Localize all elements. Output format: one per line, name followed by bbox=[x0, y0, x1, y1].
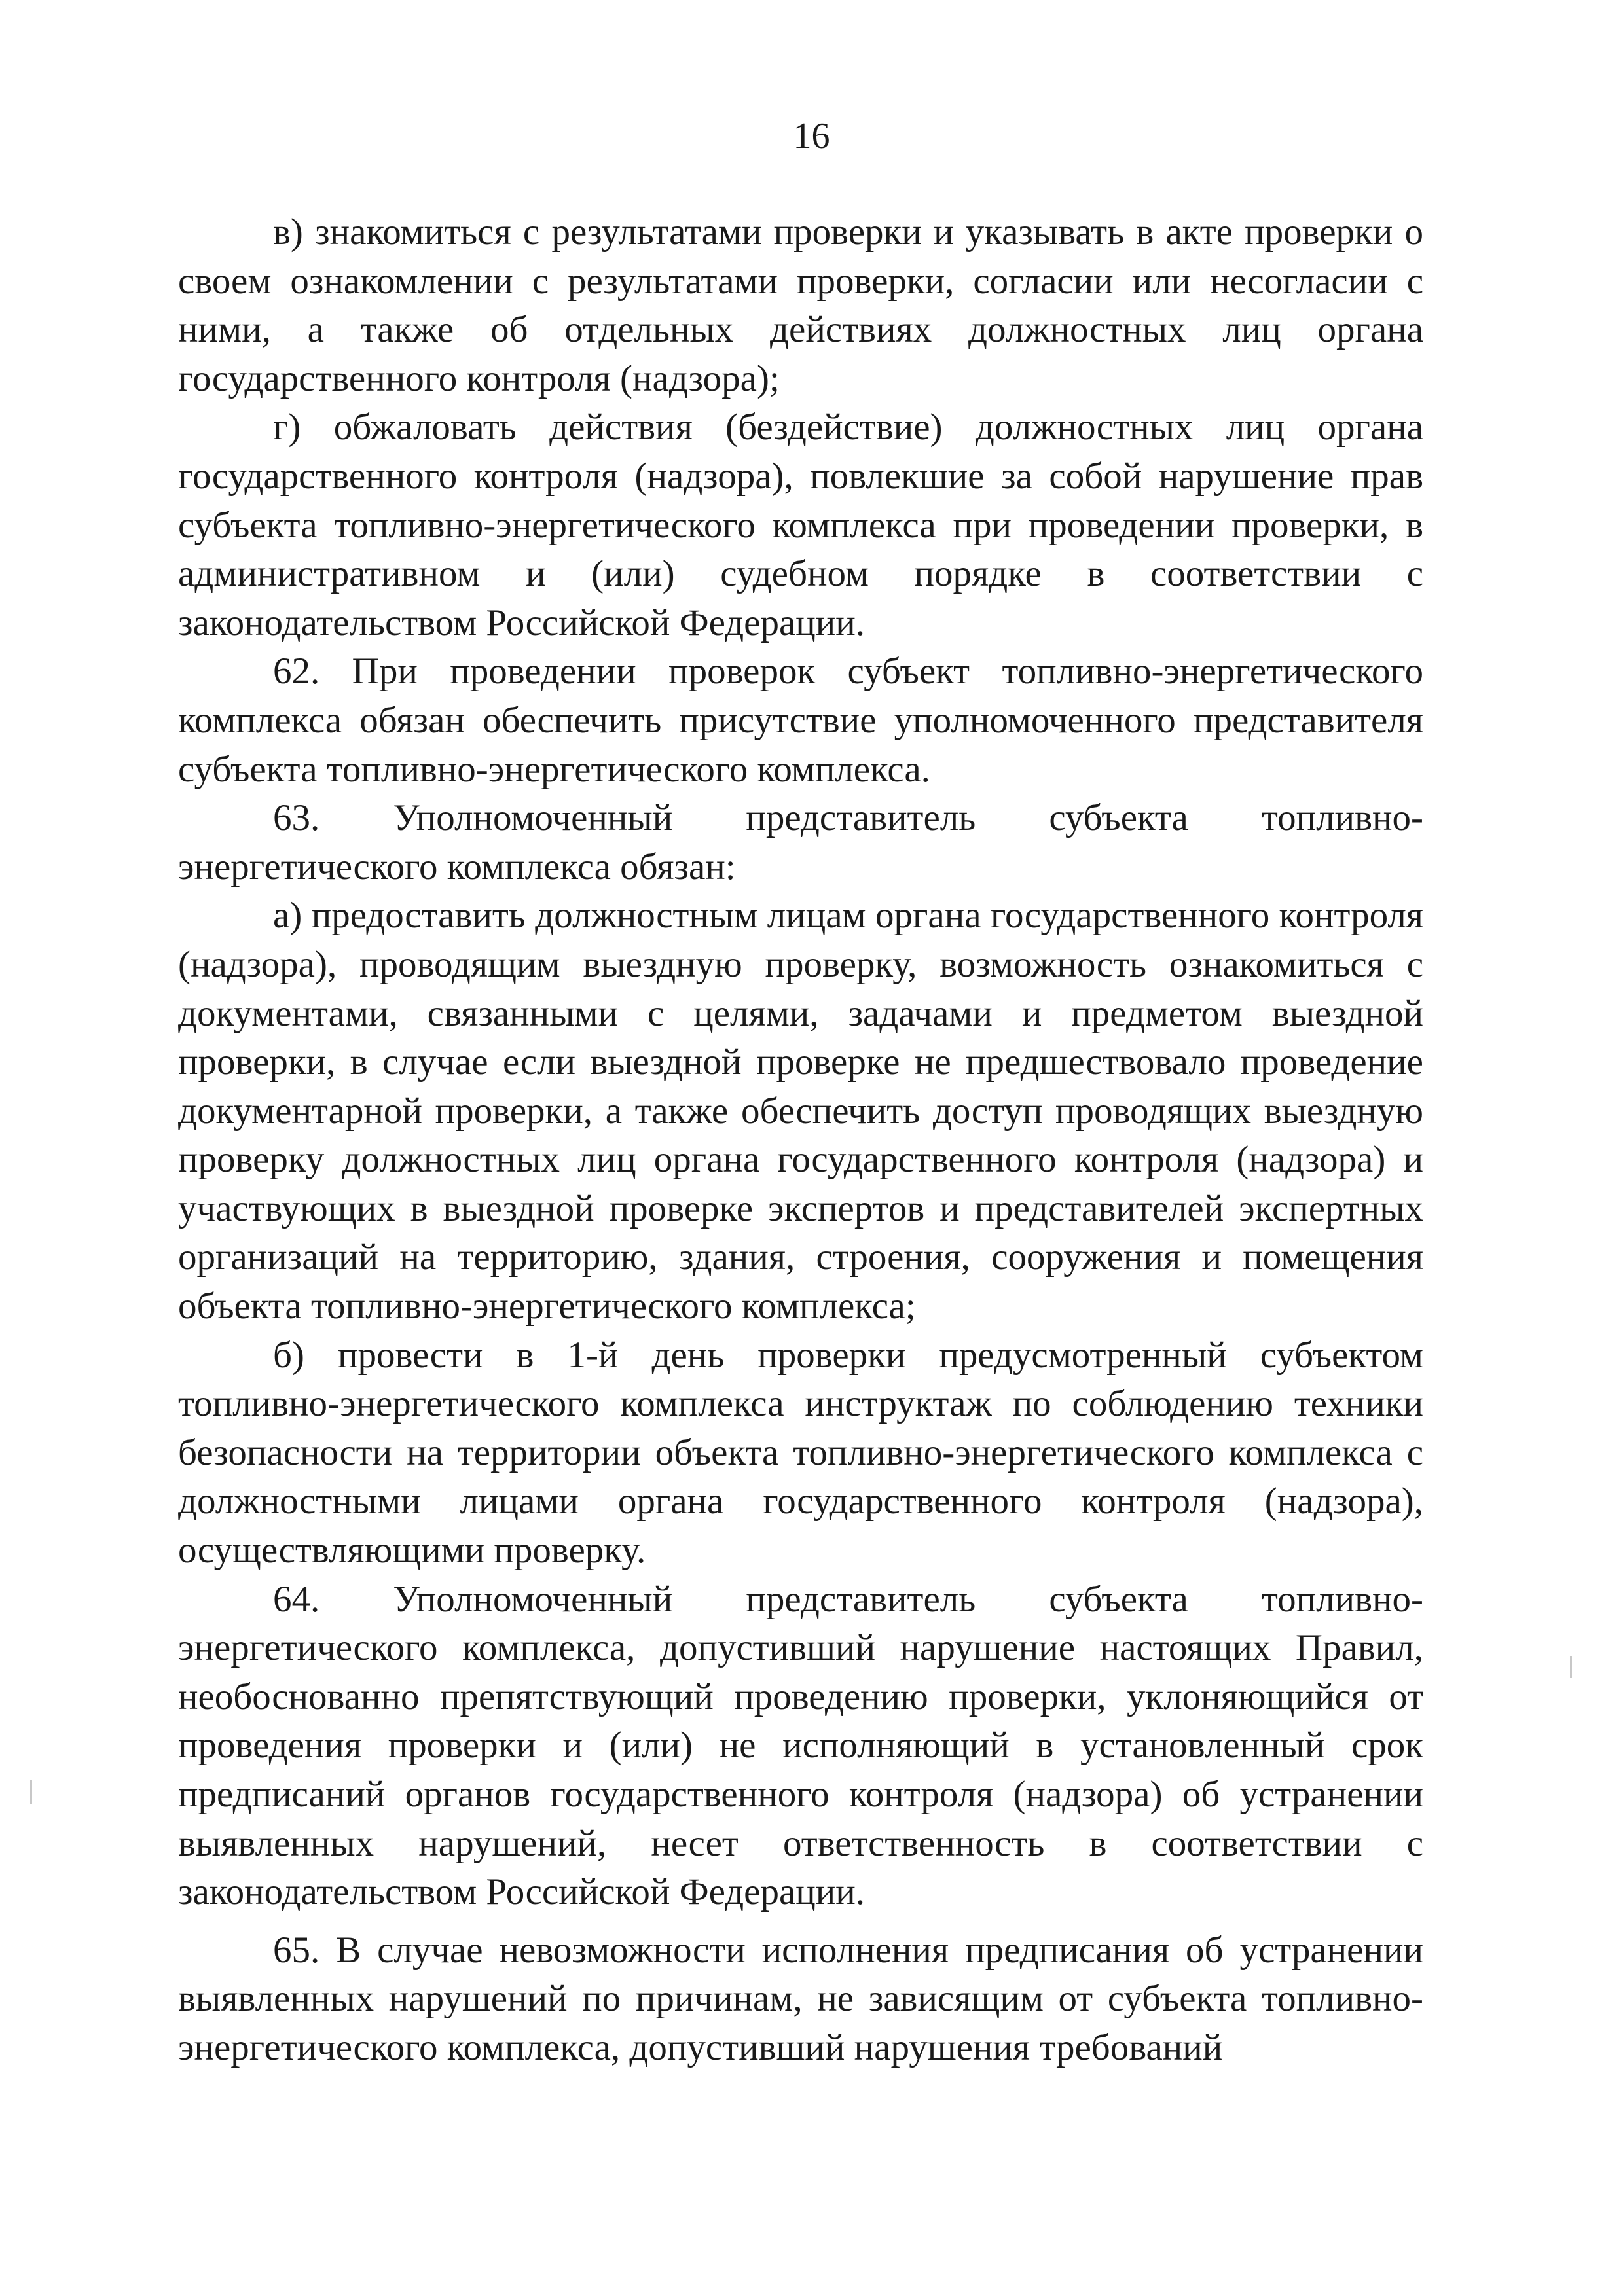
scan-artifact-mark bbox=[1570, 1656, 1572, 1678]
paragraph-item-g: г) обжаловать действия (бездействие) должностных лиц органа государственного контроля (надзора), повлекшие за собой нарушение прав субъекта топливно-энергетического комплекса при проведении проверки, в административном и (или) судебном порядке в соответствии с законодательством Российской Федерации. bbox=[178, 406, 1423, 643]
paragraph-item-b: б) провести в 1-й день проверки предусмотренный субъектом топливно-энергетического комплекса инструктаж по соблюдению техники безопасности на территории объекта топливно-энергетического комплекса с должностными лицами органа государственного контроля (надзора), осуществляющими проверку. bbox=[178, 1334, 1423, 1571]
scan-artifact-mark bbox=[30, 1780, 32, 1804]
paragraph-item-a: а) предоставить должностным лицам органа государственного контроля (надзора), проводящим выездную проверку, возможность ознакомиться с документами, связанными с целями, задачами и предметом выездной проверки, в случае если выездной проверке не предшествовало проведение документарной проверки, а также обеспечить доступ проводящих выездную проверку должностных лиц органа государственного контроля (надзора) и участвующих в выездной проверке экспертов и представителей экспертных организаций на территорию, здания, строения, сооружения и помещения объекта топливно-энергетического комплекса; bbox=[178, 895, 1423, 1327]
document-body bbox=[178, 208, 1423, 2073]
paragraph-65: 65. В случае невозможности исполнения предписания об устранении выявленных нарушений по причинам, не зависящим от субъекта топливно-энергетического комплекса, допустивший нарушения требований bbox=[178, 1929, 1423, 2068]
paragraph-64: 64. Уполномоченный представитель субъекта топливно-энергетического комплекса, допустивший нарушение настоящих Правил, необоснованно препятствующий проведению проверки, уклоняющийся от проведения проверки и (или) не исполняющий в установленный срок предписаний органов государственного контроля (надзора) об устранении выявленных нарушений, несет ответственность в соответствии с законодательством Российской Федерации. bbox=[178, 1578, 1423, 1913]
paragraph-item-v: в) знакомиться с результатами проверки и указывать в акте проверки о своем ознакомлении с результатами проверки, согласии или несогласии с ними, а также об отдельных действиях должностных лиц органа государственного контроля (надзора); bbox=[178, 211, 1423, 399]
paragraph-62: 62. При проведении проверок субъект топливно-энергетического комплекса обязан обеспечить присутствие уполномоченного представителя субъекта топливно-энергетического комплекса. bbox=[178, 651, 1423, 790]
page-number: 16 bbox=[793, 116, 830, 156]
paragraph-63: 63. Уполномоченный представитель субъекта топливно-энергетического комплекса обязан: bbox=[178, 797, 1423, 888]
